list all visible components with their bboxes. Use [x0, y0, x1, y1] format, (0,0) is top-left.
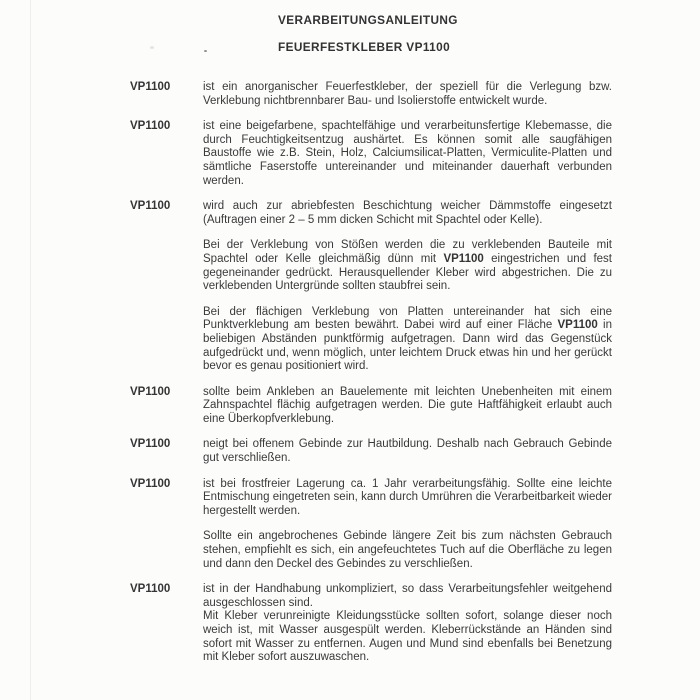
paragraph-row [130, 438, 612, 465]
paragraph-row [130, 120, 612, 188]
scan-artifact-speck [150, 46, 154, 49]
product-label [130, 530, 203, 571]
paragraph-text: sollte beim Ankleben an Bauelemente mit leichten Unebenheiten mit einem Zahnspachtel flächig aufgetragen werden. Die gute Haftfähigkeit erlaubt auch eine Überkopfverklebung. [203, 385, 612, 425]
scan-artifact-line [30, 0, 31, 700]
paragraph-text: neigt bei offenem Gebinde zur Hautbildung. Deshalb nach Gebrauch Gebinde gut verschließen. [203, 438, 612, 465]
paragraph-row [130, 239, 612, 293]
paragraph-row [130, 478, 612, 519]
paragraph-text: Bei der flächigen Verklebung von Platten untereinander hat sich eine Punktverklebung am besten bewährt. Dabei wird auf einer Fläche VP1100 in beliebigen Abständen punktförmig aufgetragen. Dann wird das Gegenstück aufgedrückt und, wenn möglich, unter leichtem Druck etwas hin und her gerückt bevor es genau positioniert wird. [203, 305, 612, 373]
product-label: VP1100 [130, 120, 171, 133]
paragraph-row [130, 200, 612, 227]
scan-artifact-speck [204, 50, 207, 52]
product-label [130, 306, 203, 374]
product-name-inline: VP1100 [443, 252, 484, 265]
paragraph-text: ist bei frostfreier Lagerung ca. 1 Jahr verarbeitungsfähig. Sollte eine leichte Entmischung eingetreten sein, kann durch Umrühren die Verarbeitbarkeit wieder hergestellt werden. [203, 477, 612, 517]
product-label: VP1100 [130, 385, 171, 398]
product-label: VP1100 [130, 200, 171, 213]
paragraph-row [130, 583, 612, 665]
product-label: VP1100 [130, 583, 171, 596]
document-title: VERARBEITUNGSANLEITUNG [278, 13, 458, 27]
paragraph-text: ist in der Handhabung unkompliziert, so dass Verarbeitungsfehler weitgehend ausgeschlossen sind. Mit Kleber verunreinigte Kleidungsstücke sollten sofort, solange dieser noch weich ist, mit Wasser ausgespült werden. Kleberrückstände an Händen sind sofort mit Wasser zu entfernen. Augen und Mund sind ebenfalls bei Benetzung mit Kleber sofort auszuwaschen. [203, 583, 612, 664]
product-label: VP1100 [130, 477, 171, 490]
product-label: VP1100 [130, 81, 171, 93]
paragraph-text: wird auch zur abriebfesten Beschichtung weicher Dämmstoffe eingesetzt (Auftragen einer 2 – 5 mm dicken Schicht mit Spachtel oder Kelle). [203, 200, 612, 226]
paragraph-row [130, 386, 612, 427]
paragraph-row [130, 530, 612, 571]
document-subtitle: FEUERFESTKLEBER VP1100 [278, 40, 451, 54]
product-label: VP1100 [130, 438, 171, 451]
product-name-inline: VP1100 [557, 319, 598, 332]
document-body [130, 81, 612, 677]
paragraph-text: Bei der Verklebung von Stößen werden die zu verklebenden Bauteile mit Spachtel oder Kelle gleichmäßig dünn mit VP1100 eingestrichen und fest gegeneinander gedrückt. Herausquellender Kleber wird abgestrichen. Die zu verklebenden Untergründe sollten staubfrei sein. [203, 239, 612, 293]
paragraph-row [130, 81, 612, 108]
paragraph-text: Sollte ein angebrochenes Gebinde längere Zeit bis zum nächsten Gebrauch stehen, empfiehlt es sich, ein angefeuchtetes Tuch auf die Oberfläche zu legen und dann den Deckel des Gebindes zu verschließen. [203, 530, 612, 570]
paragraph-text: ist eine beigefarbene, spachtelfähige und verarbeitunsfertige Klebemasse, die durch Feuchtigkeitsentzug aushärtet. Es können somit alle saugfähigen Baustoffe wie z.B. Stein, Holz, Calciumsilicat-Platten, Vermiculite-Platten und sämtliche Faserstoffe untereinander und miteinander dauerhaft verbunden werden. [203, 120, 612, 187]
document-header [278, 13, 458, 67]
product-label [130, 239, 203, 293]
paragraph-text: ist ein anorganischer Feuerfestkleber, der speziell für die Verlegung bzw. Verklebung nichtbrennbarer Bau- und Isolierstoffe entwickelt wurde. [203, 81, 612, 107]
paragraph-row [130, 306, 612, 374]
